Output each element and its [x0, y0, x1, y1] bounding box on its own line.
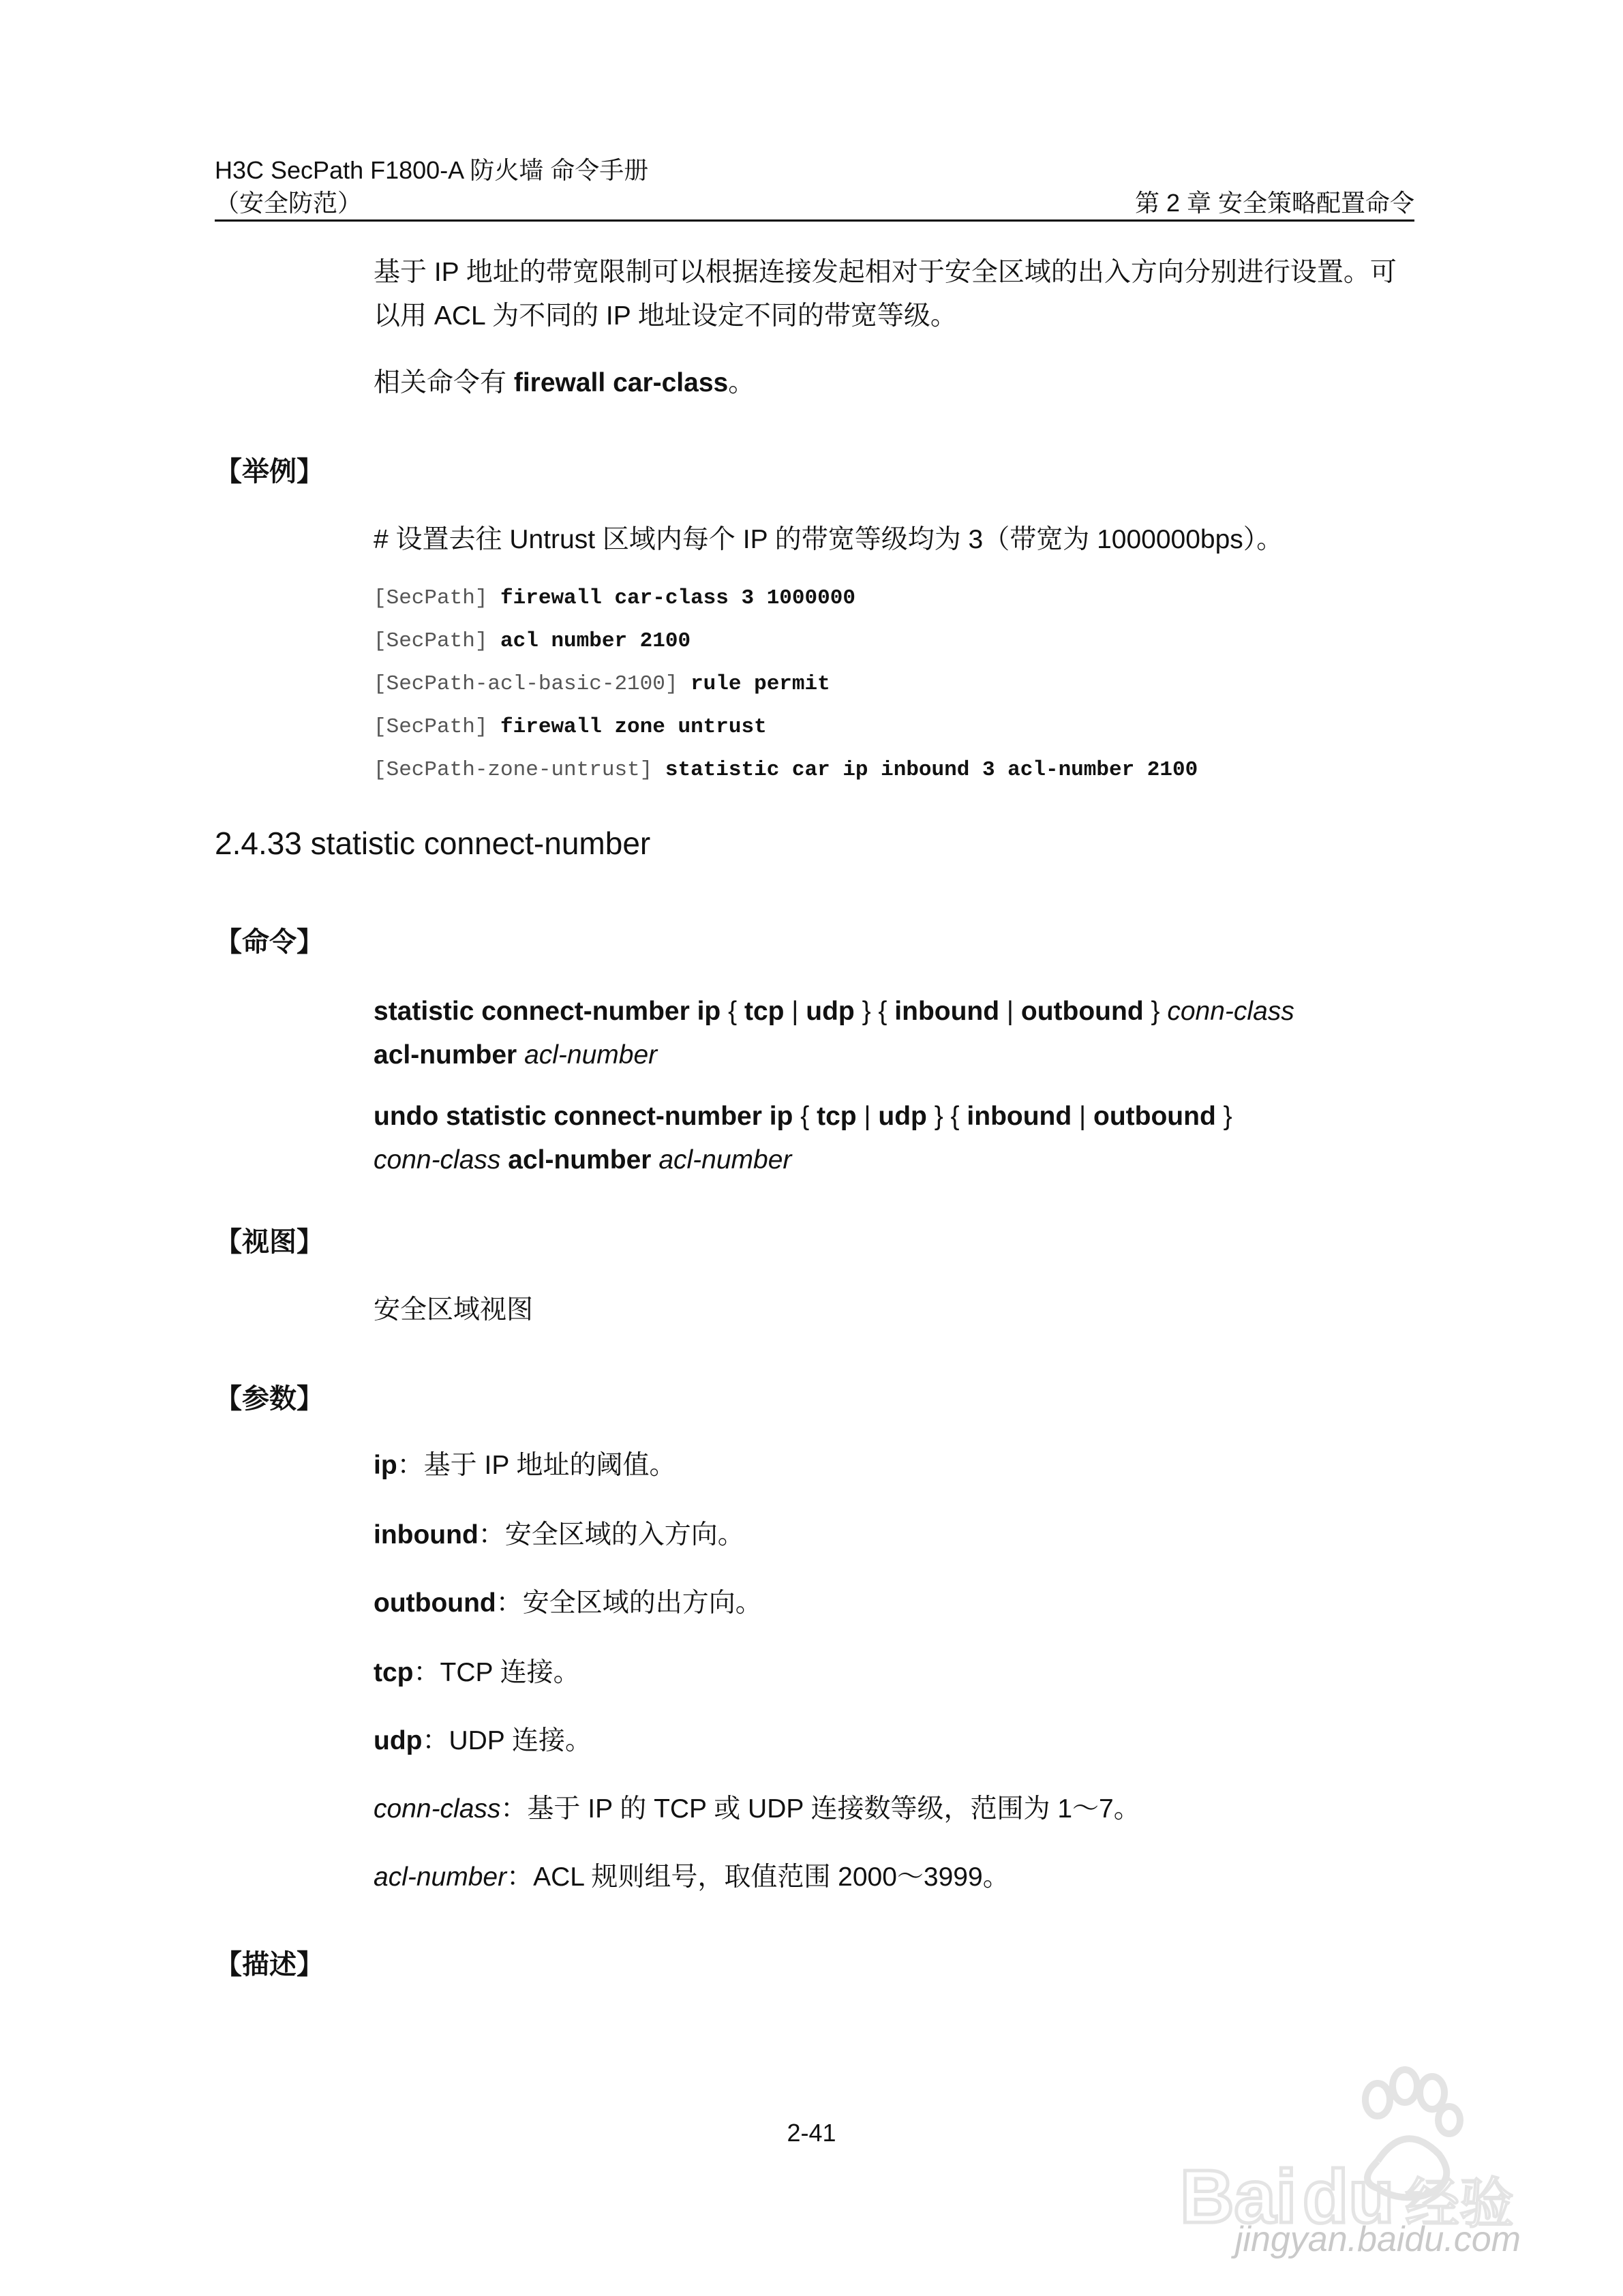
code-line [374, 586, 855, 610]
param-item [374, 1513, 1414, 1557]
syntax-keyword: tcp [817, 1102, 857, 1131]
param-desc: ：TCP 连接。 [413, 1658, 580, 1687]
svg-text:经验: 经验 [1405, 2172, 1514, 2235]
header-title: H3C SecPath F1800-A 防火墙 命令手册 [215, 156, 649, 184]
code-command: acl number 2100 [500, 629, 691, 653]
syntax-keyword: udp [806, 997, 855, 1026]
syntax-keyword: acl-number [508, 1145, 652, 1175]
param-item [374, 1582, 1414, 1625]
syntax-keyword: inbound [894, 997, 1000, 1026]
param-item [374, 1719, 1414, 1763]
param-key: outbound [374, 1588, 496, 1618]
code-prompt: [SecPath-acl-basic-2100] [374, 672, 691, 696]
watermark-brand-text: Bai [1180, 2155, 1297, 2239]
param-desc: ：基于 IP 的 TCP 或 UDP 连接数等级，范围为 1～7。 [500, 1794, 1140, 1824]
page-number: 2-41 [787, 2119, 836, 2147]
param-item [374, 1856, 1414, 1899]
param-desc: ：安全区域的出方向。 [496, 1588, 762, 1618]
syntax-keyword: statistic connect-number ip [374, 997, 721, 1026]
header-chapter: 第 2 章 安全策略配置命令 [1134, 189, 1414, 217]
code-line [374, 629, 691, 653]
param-key: tcp [374, 1658, 414, 1687]
svg-text:du: du [1303, 2155, 1395, 2239]
param-key: conn-class [374, 1794, 501, 1824]
intro-paragraph: 基于 IP 地址的带宽限制可以根据连接发起相对于安全区域的出入方向分别进行设置。可以用 ACL 为不同的 IP 地址设定不同的带宽等级。 [374, 258, 1397, 331]
header-subtitle: （安全防范） [215, 189, 363, 217]
syntax-keyword: undo statistic connect-number ip [374, 1102, 793, 1131]
syntax-brace: } [1143, 997, 1168, 1026]
code-command: firewall car-class 3 1000000 [500, 586, 855, 610]
param-key: udp [374, 1726, 423, 1755]
section-heading: 2.4.33 statistic connect-number [215, 826, 651, 861]
syntax-brace: { [721, 997, 744, 1026]
syntax-brace: { [793, 1102, 817, 1131]
param-key: acl-number [374, 1862, 507, 1892]
syntax-keyword: acl-number [374, 1040, 517, 1070]
syntax-argument: conn-class [1167, 997, 1294, 1026]
code-prompt: [SecPath] [374, 586, 501, 610]
related-commands [374, 361, 1414, 405]
param-desc: ：UDP 连接。 [422, 1726, 592, 1755]
code-prompt: [SecPath] [374, 629, 501, 653]
related-suffix: 。 [728, 368, 755, 397]
param-key: inbound [374, 1520, 479, 1550]
code-line [374, 672, 830, 696]
code-command: firewall zone untrust [500, 715, 767, 739]
code-command: statistic car ip inbound 3 acl-number 2100 [665, 758, 1198, 782]
code-prompt: [SecPath-zone-untrust] [374, 758, 665, 782]
syntax-argument: acl-number [658, 1145, 792, 1175]
command-syntax [374, 990, 1414, 1077]
syntax-keyword: tcp [744, 997, 785, 1026]
syntax-brace: } [1215, 1102, 1232, 1131]
param-item [374, 1444, 1414, 1487]
syntax-separator: | [856, 1102, 879, 1131]
param-desc: ：安全区域的入方向。 [478, 1520, 744, 1550]
syntax-argument: acl-number [524, 1040, 658, 1070]
code-line [374, 758, 1198, 782]
code-command: rule permit [691, 672, 830, 696]
example-description: # 设置去往 Untrust 区域内每个 IP 的带宽等级均为 3（带宽为 1000000bps）。 [374, 525, 1284, 554]
syntax-keyword: outbound [1093, 1102, 1216, 1131]
syntax-keyword: udp [878, 1102, 927, 1131]
watermark-url: jingyan.baidu.com [1234, 2220, 1521, 2259]
syntax-brace: } { [926, 1102, 967, 1131]
param-item [374, 1651, 1414, 1695]
view-tag: 【视图】 [215, 1227, 324, 1257]
syntax-argument: conn-class [374, 1145, 501, 1175]
param-desc: ：基于 IP 地址的阈值。 [397, 1451, 676, 1480]
param-item [374, 1787, 1414, 1831]
syntax-keyword: inbound [967, 1102, 1072, 1131]
header-rule [215, 220, 1414, 222]
syntax-keyword: outbound [1020, 997, 1144, 1026]
code-prompt: [SecPath] [374, 715, 501, 739]
code-line [374, 715, 767, 739]
undo-command-syntax [374, 1095, 1414, 1182]
param-key: ip [374, 1451, 397, 1480]
syntax-separator: | [999, 997, 1021, 1026]
related-command: firewall car-class [513, 368, 729, 397]
params-tag: 【参数】 [215, 1384, 324, 1414]
describe-tag: 【描述】 [215, 1950, 324, 1980]
syntax-separator: | [784, 997, 806, 1026]
syntax-separator: | [1072, 1102, 1094, 1131]
related-prefix: 相关命令有 [374, 368, 514, 397]
command-tag: 【命令】 [215, 927, 324, 957]
view-text: 安全区域视图 [374, 1295, 534, 1325]
example-tag: 【举例】 [215, 457, 324, 487]
syntax-brace: } { [854, 997, 895, 1026]
param-desc: ：ACL 规则组号，取值范围 2000～3999。 [506, 1862, 1010, 1892]
